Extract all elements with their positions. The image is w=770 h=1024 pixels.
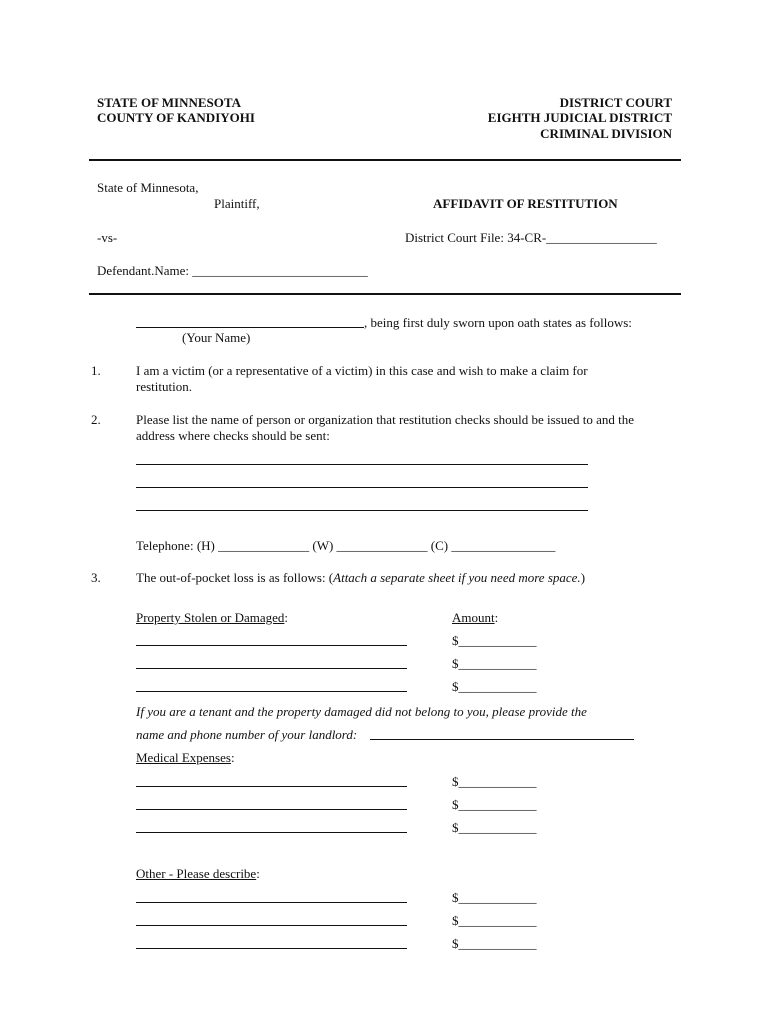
item-number: 1. (91, 363, 101, 378)
payee-line-2[interactable] (136, 487, 588, 488)
medical-heading (136, 750, 235, 766)
county-heading: COUNTY OF KANDIYOHI (97, 110, 255, 125)
medical-item-field[interactable] (136, 832, 407, 833)
property-item-field[interactable] (136, 645, 407, 646)
item-3-lead: The out-of-pocket loss is as follows: ( (136, 570, 334, 585)
document-title: AFFIDAVIT OF RESTITUTION (433, 196, 618, 211)
your-name-field[interactable] (136, 327, 364, 328)
item-2-text-line2: address where checks should be sent: (136, 428, 330, 443)
telephone-fields[interactable]: Telephone: (H) ______________ (W) ______________ (C) ________________ (136, 538, 556, 553)
amount-heading-text: Amount (452, 610, 495, 625)
amount-heading (452, 610, 498, 626)
item-3-text (136, 570, 585, 586)
defendant-name-field[interactable]: Defendant.Name: ___________________________ (97, 263, 368, 278)
medical-amount-field[interactable]: $____________ (452, 820, 537, 835)
payee-line-1[interactable] (136, 464, 588, 465)
division-heading: CRIMINAL DIVISION (540, 126, 672, 141)
other-item-field[interactable] (136, 948, 407, 949)
medical-item-field[interactable] (136, 809, 407, 810)
medical-heading-text: Medical Expenses (136, 750, 231, 765)
caption-bottom-rule (89, 293, 681, 295)
district-heading: EIGHTH JUDICIAL DISTRICT (487, 110, 672, 125)
item-1-text-line2: restitution. (136, 379, 192, 394)
landlord-field[interactable] (370, 739, 634, 740)
property-amount-field[interactable]: $____________ (452, 656, 537, 671)
item-2-text-line1: Please list the name of person or organization that restitution checks should be issued to and the (136, 412, 634, 427)
property-heading-colon: : (284, 610, 289, 625)
state-heading: STATE OF MINNESOTA (97, 95, 241, 110)
court-file-field[interactable]: District Court File: 34-CR-_________________ (405, 230, 657, 245)
medical-amount-field[interactable]: $____________ (452, 774, 537, 789)
court-heading: DISTRICT COURT (559, 95, 672, 110)
tenant-note-line1: If you are a tenant and the property damaged did not belong to you, please provide the (136, 704, 587, 719)
other-heading-text: Other - Please describe (136, 866, 257, 881)
item-number: 3. (91, 570, 101, 585)
plaintiff-role: Plaintiff, (214, 196, 260, 211)
property-item-field[interactable] (136, 668, 407, 669)
medical-heading-colon: : (230, 750, 235, 765)
property-amount-field[interactable]: $____________ (452, 633, 537, 648)
property-amount-field[interactable]: $____________ (452, 679, 537, 694)
item-3-close: ) (580, 570, 586, 585)
plaintiff-name: State of Minnesota, (97, 180, 199, 195)
amount-heading-colon: : (494, 610, 499, 625)
caption-top-rule (89, 159, 681, 161)
item-number: 2. (91, 412, 101, 427)
your-name-label: (Your Name) (182, 330, 251, 345)
other-heading-colon: : (256, 866, 260, 881)
other-amount-field[interactable]: $____________ (452, 936, 537, 951)
property-heading (136, 610, 288, 626)
payee-line-3[interactable] (136, 510, 588, 511)
other-item-field[interactable] (136, 925, 407, 926)
other-amount-field[interactable]: $____________ (452, 890, 537, 905)
oath-text: , being first duly sworn upon oath states as follows: (364, 315, 632, 330)
medical-amount-field[interactable]: $____________ (452, 797, 537, 812)
medical-item-field[interactable] (136, 786, 407, 787)
versus-label: -vs- (97, 230, 118, 245)
item-1-text-line1: I am a victim (or a representative of a victim) in this case and wish to make a claim for (136, 363, 588, 378)
tenant-note-line2: name and phone number of your landlord: (136, 727, 358, 742)
other-item-field[interactable] (136, 902, 407, 903)
property-heading-text: Property Stolen or Damaged (136, 610, 285, 625)
property-item-field[interactable] (136, 691, 407, 692)
other-heading (136, 866, 260, 882)
other-amount-field[interactable]: $____________ (452, 913, 537, 928)
item-3-note: Attach a separate sheet if you need more space. (333, 570, 581, 585)
